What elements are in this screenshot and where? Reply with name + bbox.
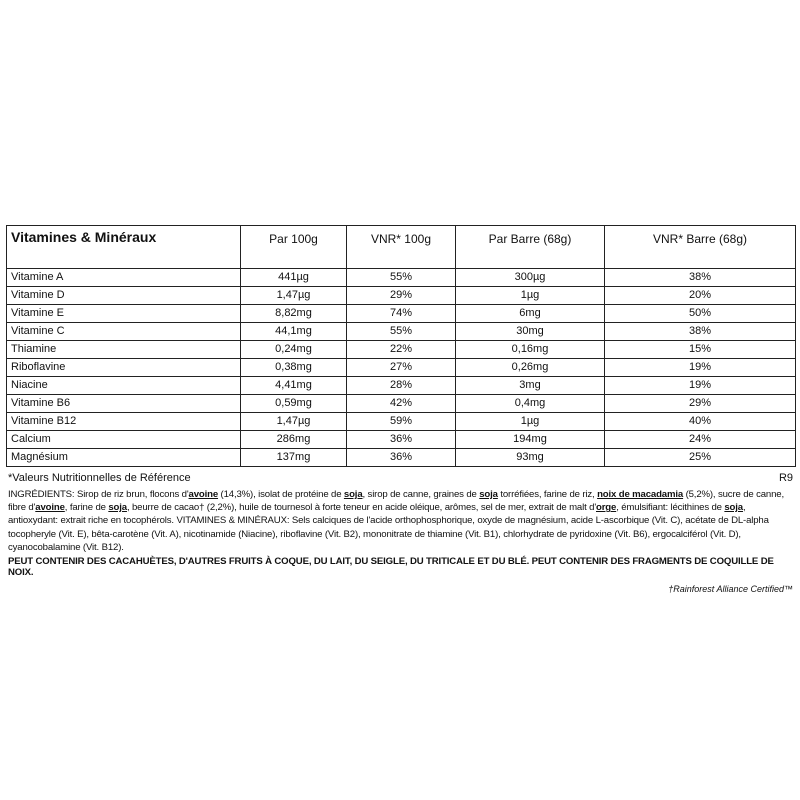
nrv-per-bar: 40%	[605, 413, 796, 431]
table-row	[7, 431, 796, 449]
ingredients-segment: INGRÉDIENTS: Sirop de riz brun, flocons d'	[8, 489, 189, 500]
allergen-highlight: avoine	[35, 502, 65, 514]
table-row	[7, 269, 796, 287]
nrv-per-bar: 50%	[605, 305, 796, 323]
nutrient-name: Vitamine B12	[7, 413, 241, 431]
table-row	[7, 395, 796, 413]
nrv-per-bar: 19%	[605, 359, 796, 377]
ingredients-segment: torréfiées, farine de riz,	[497, 489, 598, 500]
value-per-bar: 0,4mg	[456, 395, 605, 413]
allergen-highlight: noix de macadamia	[597, 489, 684, 500]
value-per-100g: 0,38mg	[241, 359, 347, 377]
nutrient-name: Magnésium	[7, 449, 241, 467]
nutrient-name: Vitamine A	[7, 269, 241, 287]
nrv-100g: 29%	[347, 287, 456, 305]
nrv-100g: 36%	[347, 431, 456, 449]
header-per-100g: Par 100g	[241, 226, 347, 269]
header-per-bar: Par Barre (68g)	[456, 226, 605, 269]
nrv-per-bar: 38%	[605, 323, 796, 341]
ingredients-segment: , farine de	[64, 502, 109, 514]
nutrient-name: Niacine	[7, 377, 241, 395]
ingredients-segment: , beurre de cacao† (2,2%), huile de tournesol à forte teneur en acide oléique, arômes, sel de mer, extrait de malt d'	[126, 502, 596, 514]
nrv-100g: 74%	[347, 305, 456, 323]
nrv-footnote: *Valeurs Nutritionnelles de Référence	[8, 472, 191, 484]
ingredients-segment: (14,3%), isolat de protéine de	[218, 489, 344, 500]
table-body	[7, 269, 796, 467]
value-per-100g: 1,47µg	[241, 287, 347, 305]
allergen-highlight: orge	[596, 502, 617, 514]
table-row	[7, 413, 796, 431]
header-nrv-bar: VNR* Barre (68g)	[605, 226, 796, 269]
nrv-100g: 27%	[347, 359, 456, 377]
allergen-highlight: avoine	[188, 489, 219, 500]
table-row	[7, 287, 796, 305]
nrv-100g: 59%	[347, 413, 456, 431]
nutrient-name: Vitamine C	[7, 323, 241, 341]
ingredients-segment: , émulsifiant: lécithines de	[616, 502, 725, 514]
value-per-100g: 286mg	[241, 431, 347, 449]
allergen-highlight: soja	[479, 489, 498, 500]
value-per-bar: 6mg	[456, 305, 605, 323]
product-code: R9	[778, 472, 793, 484]
ingredients-segment: , antioxydant: extrait riche en tocophérols. VITAMINES & MINÉRAUX: Sels calciques de l'acide orthophosphorique, oxyde de magnésium, acide L-ascorbique (Vit. C), acétate de DL-alpha tocopheryle (Vit. E), bêta-carotène (Vit. A), nicotinamide (Niacine), riboflavine (Vit. B2), mononitrate de thiamine (Vit. B1), chlorhydrate de pyridoxine (Vit. B6), ergocalciférol (Vit. D), cyanocobalamine (Vit. B12).	[8, 502, 769, 553]
rainforest-certification: †Rainforest Alliance Certified™	[668, 584, 793, 595]
value-per-bar: 1µg	[456, 413, 605, 431]
table-header-row	[7, 226, 796, 269]
value-per-100g: 4,41mg	[241, 377, 347, 395]
allergen-highlight: soja	[343, 489, 363, 500]
footnote	[6, 472, 795, 484]
value-per-100g: 0,59mg	[241, 395, 347, 413]
table-row	[7, 341, 796, 359]
value-per-bar: 93mg	[456, 449, 605, 467]
allergen-highlight: soja	[108, 502, 127, 514]
value-per-bar: 0,26mg	[456, 359, 605, 377]
nutrition-label	[6, 225, 795, 594]
ingredients-segment: (5,2%), sucre de canne, fibre d'	[8, 489, 784, 514]
value-per-100g: 441µg	[241, 269, 347, 287]
nutrient-name: Calcium	[7, 431, 241, 449]
nutrient-name: Vitamine E	[7, 305, 241, 323]
vitamins-minerals-table	[6, 225, 796, 467]
nrv-per-bar: 15%	[605, 341, 796, 359]
table-row	[7, 449, 796, 467]
nrv-per-bar: 25%	[605, 449, 796, 467]
nrv-100g: 28%	[347, 377, 456, 395]
value-per-100g: 44,1mg	[241, 323, 347, 341]
nrv-100g: 22%	[347, 341, 456, 359]
value-per-bar: 3mg	[456, 377, 605, 395]
nrv-100g: 55%	[347, 323, 456, 341]
ingredients-segment: , sirop de canne, graines de	[362, 489, 480, 500]
nutrient-name: Vitamine D	[7, 287, 241, 305]
table-row	[7, 305, 796, 323]
nrv-per-bar: 38%	[605, 269, 796, 287]
ingredients-text	[6, 488, 795, 554]
table-row	[7, 377, 796, 395]
value-per-bar: 300µg	[456, 269, 605, 287]
nrv-per-bar: 19%	[605, 377, 796, 395]
value-per-bar: 0,16mg	[456, 341, 605, 359]
value-per-100g: 1,47µg	[241, 413, 347, 431]
header-nutrient: Vitamines & Minéraux	[7, 226, 241, 269]
nrv-per-bar: 24%	[605, 431, 796, 449]
nutrient-name: Thiamine	[7, 341, 241, 359]
header-nrv-100g: VNR* 100g	[347, 226, 456, 269]
value-per-100g: 137mg	[241, 449, 347, 467]
nrv-per-bar: 20%	[605, 287, 796, 305]
nutrient-name: Riboflavine	[7, 359, 241, 377]
value-per-100g: 8,82mg	[241, 305, 347, 323]
table-row	[7, 359, 796, 377]
nrv-100g: 36%	[347, 449, 456, 467]
nrv-100g: 42%	[347, 395, 456, 413]
value-per-100g: 0,24mg	[241, 341, 347, 359]
value-per-bar: 1µg	[456, 287, 605, 305]
nrv-100g: 55%	[347, 269, 456, 287]
table-row	[7, 323, 796, 341]
allergen-highlight: soja	[724, 502, 743, 514]
allergen-warning: PEUT CONTENIR DES CACAHUÈTES, D'AUTRES FRUITS À COQUE, DU LAIT, DU SEIGLE, DU TRITICALE ET DU BLÉ. PEUT CONTENIR DES FRAGMENTS DE COQUILLE DE NOIX.	[8, 556, 774, 579]
nutrient-name: Vitamine B6	[7, 395, 241, 413]
value-per-bar: 30mg	[456, 323, 605, 341]
nrv-per-bar: 29%	[605, 395, 796, 413]
value-per-bar: 194mg	[456, 431, 605, 449]
